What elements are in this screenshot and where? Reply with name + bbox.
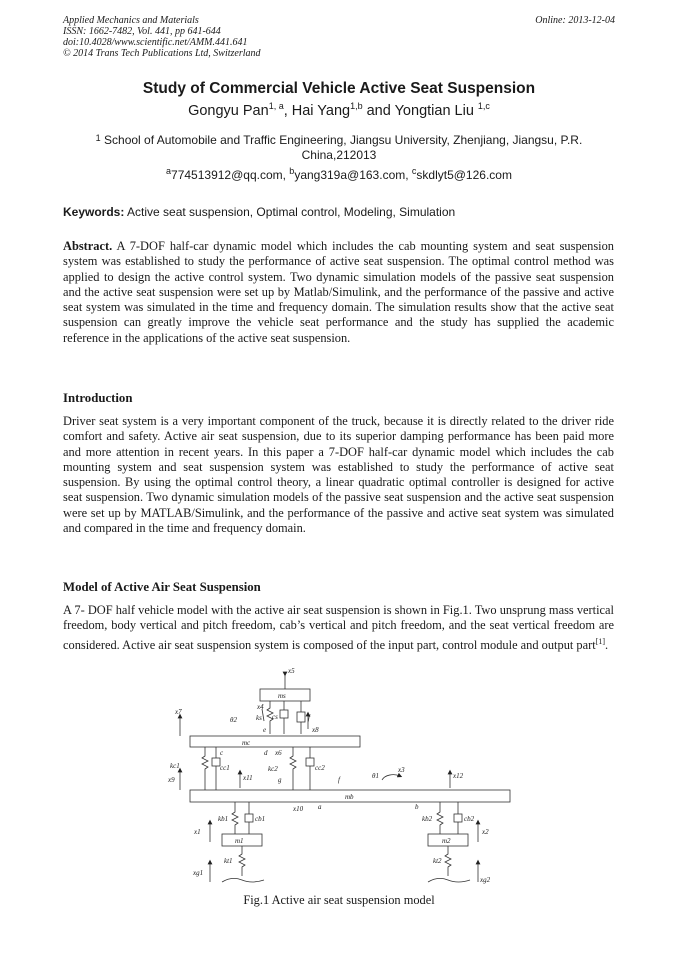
figure-caption: Fig.1 Active air seat suspension model <box>243 893 435 907</box>
author-sup: 1,c <box>477 101 490 111</box>
model-text <box>63 603 614 653</box>
fig-label: mb <box>345 793 354 801</box>
keywords <box>63 205 455 219</box>
fig-label: f <box>308 714 310 722</box>
abstract <box>63 239 614 346</box>
fig-label: x6 <box>275 749 282 757</box>
fig-label: c <box>220 749 224 757</box>
fig-label: x8 <box>312 726 319 734</box>
fig-label: d <box>264 749 268 757</box>
cab-damper-right <box>306 758 314 766</box>
fig-label: ks <box>256 714 262 722</box>
email: yang319a@163.com, <box>294 168 412 182</box>
fig-label: xg2 <box>480 876 491 884</box>
fig-label: mc <box>242 739 251 747</box>
seat-damper <box>280 710 288 718</box>
fig-label: kc2 <box>268 765 278 773</box>
fig-label: x11 <box>243 774 253 782</box>
body-spring-right <box>437 802 443 834</box>
abstract-label: Abstract. <box>63 239 113 253</box>
fig-label: xg1 <box>193 869 204 877</box>
author-sep: , <box>283 103 292 119</box>
fig-label: kb2 <box>422 815 433 823</box>
keywords-text: Active seat suspension, Optimal control, Modeling, Simulation <box>124 205 456 219</box>
fig-label: m2 <box>442 837 451 845</box>
fig-label: kc1 <box>170 762 180 770</box>
model-heading: Model of Active Air Seat Suspension <box>63 580 261 594</box>
fig-label: cc2 <box>315 764 325 772</box>
authors <box>0 103 678 119</box>
author-name: Yongtian Liu <box>394 103 474 119</box>
fig-label: f <box>338 776 340 784</box>
fig-label: x3 <box>398 766 405 774</box>
model-body: A 7- DOF half vehicle model with the active air seat suspension is shown in Fig.1. Two unsprung mass vertical freedom, body vertical and pitch freedom, cab’s vertical and pitch freedom, and the seat vertical freedom are considered. Active air seat suspension system is composed of the input part, control module and output part <box>63 603 614 652</box>
fig-label: kt2 <box>433 857 442 865</box>
intro-text: Driver seat system is a very important component of the truck, because it is directly related to the driver ride comfort and safety. Active air seat suspension, due to its superior damping performance has been paid more and more attention in recent years. In this paper a 7-DOF half-car dynamic model which includes the cab mounting system and seat suspension system was established to study the performance of active seat suspension. By using the optimal control theory, a linear quadratic optimal controller is designed for active seat suspension. Two dynamic simulation models of the passive seat suspension and the active seat suspension were set up by MATLAB/Simulink, and the performance of the passive and active seat system was simulated and compared in the time and frequency domain. <box>63 414 614 536</box>
journal-header <box>63 15 261 59</box>
email-sup: b <box>289 166 295 176</box>
fig-label: e <box>263 726 267 734</box>
body-damper-left <box>245 814 253 822</box>
cab-spring-left <box>202 747 208 790</box>
tire-spring-left <box>239 846 245 876</box>
online-date: Online: 2013-12-04 <box>535 15 615 26</box>
fig-label: ms <box>278 692 286 700</box>
fig-label: x4 <box>257 703 264 711</box>
author-name: Hai Yang <box>291 103 351 119</box>
author-sup: 1,b <box>350 101 363 111</box>
road-left <box>222 878 264 882</box>
fig-label: x9 <box>168 776 175 784</box>
paper-title: Study of Commercial Vehicle Active Seat Suspension <box>142 80 536 97</box>
cab-mass-box <box>190 736 360 747</box>
model-end: . <box>605 637 609 652</box>
seat-actuator <box>297 712 305 722</box>
fig-label: θ2 <box>230 716 237 724</box>
email-sup: a <box>166 166 172 176</box>
fig-label: x1 <box>194 828 201 836</box>
body-spring-left <box>232 802 238 834</box>
fig-label: cs <box>272 713 278 721</box>
suspension-model-figure <box>160 664 520 889</box>
fig-label: kb1 <box>218 815 229 823</box>
author-name: Gongyu Pan <box>188 103 269 119</box>
fig-label: cb1 <box>255 815 266 823</box>
fig-label: x10 <box>293 805 304 813</box>
citation: [1] <box>595 636 606 646</box>
issn: ISSN: 1662-7482, Vol. 441, pp 641-644 <box>63 26 221 37</box>
keywords-label: Keywords: <box>63 205 125 219</box>
emails <box>0 168 678 182</box>
email: 774513912@qq.com, <box>171 168 290 182</box>
cab-damper-left <box>212 758 220 766</box>
email: skdlyt5@126.com <box>416 168 512 182</box>
fig-label: a <box>318 803 322 811</box>
author-sep: and <box>362 103 395 119</box>
road-right <box>428 878 470 882</box>
journal-name: Applied Mechanics and Materials <box>63 15 199 26</box>
theta1-arrow <box>382 775 400 780</box>
cab-spring-right <box>290 747 296 790</box>
abstract-text: A 7-DOF half-car dynamic model which includes the cab mounting system and seat suspension system was established to study the performance of active seat suspension. The optimal control method was applied to design the active control system. Two dynamic simulation models of the passive seat suspension and the active seat suspension were set up by Matlab/Simulink, and the performance of the passive and active seat system was simulated in the time and frequency domain. The simulation results show that the active seat suspension can greatly improve the vehicle seat performance and the study has supplied the academic reference in the applications of the active seat suspension. <box>63 239 614 345</box>
author-sup: 1, a <box>268 101 284 111</box>
fig-label: x7 <box>175 708 182 716</box>
affil-sup: 1 <box>95 133 101 143</box>
fig-label: g <box>278 776 282 784</box>
fig-label: x2 <box>482 828 489 836</box>
fig-label: b <box>415 803 419 811</box>
fig-label: x12 <box>453 772 464 780</box>
fig-label: cc1 <box>220 764 230 772</box>
affiliation <box>80 133 598 163</box>
fig-label: x5 <box>288 667 295 675</box>
fig-label: θ1 <box>372 772 379 780</box>
copyright: © 2014 Trans Tech Publications Ltd, Switzerland <box>63 48 261 59</box>
fig-label: m1 <box>235 837 244 845</box>
email-sup: c <box>411 166 417 176</box>
intro-heading: Introduction <box>63 391 133 405</box>
tire-spring-right <box>445 846 451 876</box>
doi: doi:10.4028/www.scientific.net/AMM.441.641 <box>63 37 248 48</box>
body-damper-right <box>454 814 462 822</box>
affil-text: School of Automobile and Traffic Engineering, Jiangsu University, Zhenjiang, Jiangsu, P.R. China,212013 <box>104 133 583 162</box>
fig-label: cb2 <box>464 815 475 823</box>
fig-label: kt1 <box>224 857 233 865</box>
